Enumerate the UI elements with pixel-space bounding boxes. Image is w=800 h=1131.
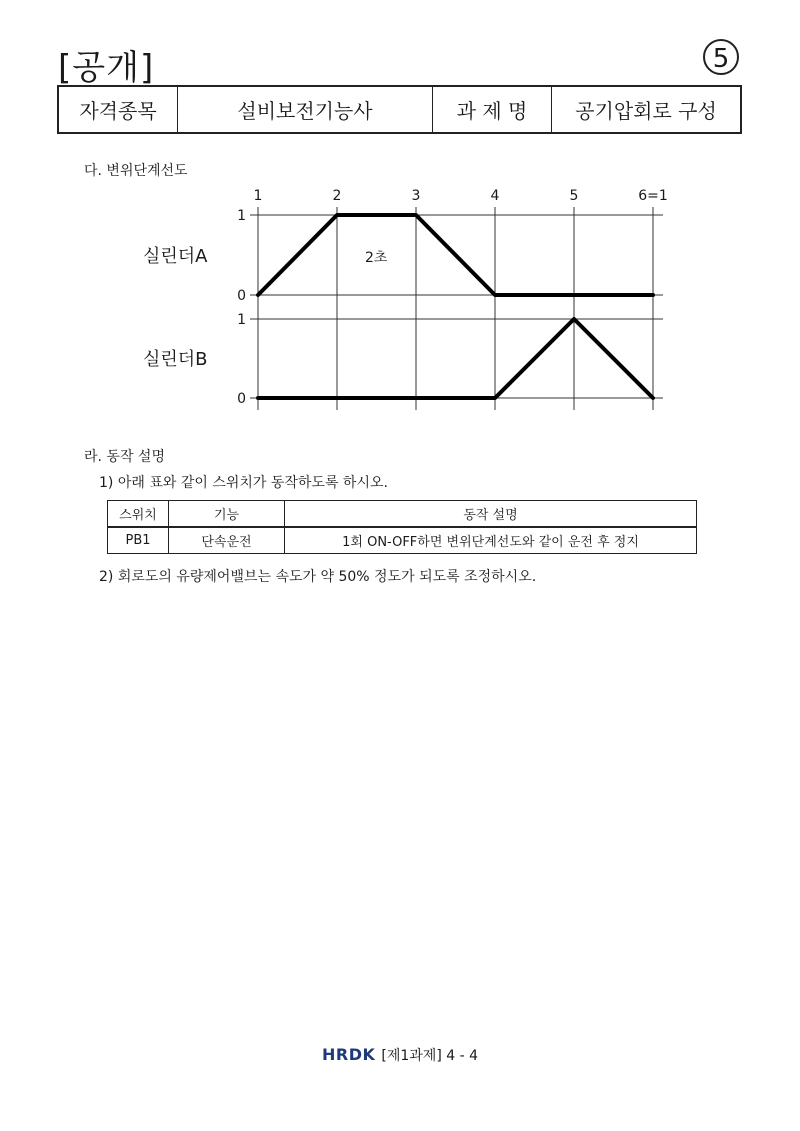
info-value-qualification: 설비보전기능사 [178, 86, 433, 133]
diagram-grid [250, 207, 663, 410]
page-number-badge: 5 [703, 39, 739, 75]
level-label: 1 [237, 312, 246, 328]
page-title: [공개] [58, 48, 155, 88]
instruction-item-1: 1) 아래 표와 같이 스위치가 동작하도록 하시오. [99, 475, 388, 491]
instruction-item-2: 2) 회로도의 유량제어밸브는 속도가 약 50% 정도가 되도록 조정하시오. [99, 569, 537, 585]
cylinder-b-trace [258, 319, 653, 398]
level-label: 0 [237, 391, 246, 407]
footer-page-text: [제1과제] 4 - 4 [381, 1048, 478, 1064]
cylinder-a-trace [258, 215, 653, 295]
step-label: 4 [490, 188, 500, 204]
level-label: 0 [237, 288, 246, 304]
diagram-step-labels [254, 188, 668, 204]
step-label: 6=1 [638, 188, 668, 204]
level-label: 1 [237, 208, 246, 224]
displacement-step-diagram [0, 0, 800, 440]
table-header: 기능 [169, 501, 285, 528]
step-label: 5 [569, 188, 579, 204]
section-ra-label: 라. 동작 설명 [84, 449, 165, 465]
table-cell: 단속운전 [169, 527, 285, 554]
table-cell: 1회 ON-OFF하면 변위단계선도와 같이 운전 후 정지 [285, 527, 697, 554]
table-cell: PB1 [108, 527, 169, 554]
switch-function-table [107, 500, 697, 554]
cylinder-a-label: 실린더A [143, 246, 208, 267]
info-label-qualification: 자격종목 [58, 86, 178, 133]
timer-annotation: 2초 [365, 250, 388, 266]
info-label-task: 과 제 명 [433, 86, 552, 133]
section-da-label: 다. 변위단계선도 [84, 163, 188, 179]
step-label: 1 [253, 188, 263, 204]
step-label: 3 [411, 188, 421, 204]
step-label: 2 [332, 188, 342, 204]
page-footer [0, 1045, 800, 1065]
table-header: 스위치 [108, 501, 169, 528]
table-header: 동작 설명 [285, 501, 697, 528]
info-value-task: 공기압회로 구성 [552, 86, 742, 133]
cylinder-b-label: 실린더B [143, 349, 208, 370]
diagram-axis-labels [237, 208, 246, 407]
table-row [108, 527, 697, 554]
hrdk-logo: HRDK [321, 1045, 376, 1064]
diagram-traces [258, 215, 653, 398]
